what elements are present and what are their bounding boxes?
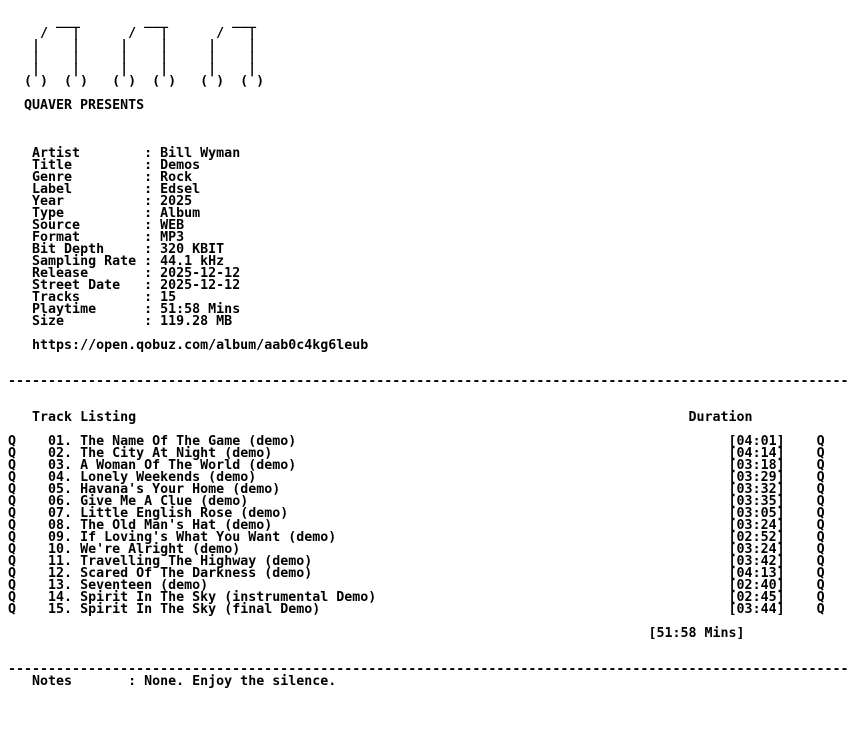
row-marker: Q xyxy=(8,494,17,509)
info-value: Rock xyxy=(160,170,193,185)
row-marker: Q xyxy=(8,434,17,449)
info-key: Playtime xyxy=(32,302,97,317)
info-key: Type xyxy=(32,206,65,221)
info-key: Size xyxy=(32,314,65,329)
row-marker: Q xyxy=(8,470,17,485)
track-number: 13. xyxy=(48,578,73,593)
row-marker: Q xyxy=(8,602,17,617)
track-duration: [02:45] xyxy=(728,590,785,605)
track-title: The Name Of The Game (demo) xyxy=(80,434,297,449)
track-duration: [03:42] xyxy=(728,554,785,569)
row-marker: Q xyxy=(8,554,17,569)
info-value: 44.1 kHz xyxy=(160,254,225,269)
row-marker: Q xyxy=(816,602,825,617)
url-line xyxy=(8,340,849,352)
track-number: 14. xyxy=(48,590,73,605)
track-title: Havana's Your Home (demo) xyxy=(80,482,281,497)
track-duration: [03:29] xyxy=(728,470,785,485)
info-row: Title : Demos xyxy=(32,158,201,173)
row-marker: Q xyxy=(816,554,825,569)
info-value: MP3 xyxy=(160,230,185,245)
info-key: Sampling Rate xyxy=(32,254,137,269)
info-key: Source xyxy=(32,218,81,233)
track-number: 15. xyxy=(48,602,73,617)
track-number: 07. xyxy=(48,506,73,521)
row-marker: Q xyxy=(8,482,17,497)
track-duration: [03:44] xyxy=(728,602,785,617)
track-duration: [04:01] xyxy=(728,434,785,449)
track-number: 01. xyxy=(48,434,73,449)
info-value: Bill Wyman xyxy=(160,146,241,161)
separator: --------------------------------------------------------------------------------------------------------- xyxy=(8,662,849,677)
row-marker: Q xyxy=(816,518,825,533)
info-key: Title xyxy=(32,158,73,173)
blank-line xyxy=(8,112,849,124)
info-row: Tracks : 15 xyxy=(32,290,177,305)
track-title: Spirit In The Sky (instrumental Demo) xyxy=(80,590,377,605)
nfo-text-document xyxy=(8,4,849,688)
presenter-line xyxy=(8,100,849,112)
info-row: Year : 2025 xyxy=(32,194,193,209)
blank-line xyxy=(8,352,849,364)
blank-line xyxy=(8,388,849,400)
total-playtime: [51:58 Mins] xyxy=(648,626,745,641)
info-value: 2025-12-12 xyxy=(160,278,241,293)
row-marker: Q xyxy=(816,458,825,473)
quaver-logo-art: | | | | | | xyxy=(8,50,257,65)
info-value: 2025-12-12 xyxy=(160,266,241,281)
track-duration: [04:13] xyxy=(728,566,785,581)
row-marker: Q xyxy=(816,482,825,497)
row-marker: Q xyxy=(816,590,825,605)
info-key: Release xyxy=(32,266,89,281)
blank-line xyxy=(8,124,849,136)
track-title: A Woman Of The World (demo) xyxy=(80,458,297,473)
row-marker: Q xyxy=(8,566,17,581)
row-marker: Q xyxy=(8,590,17,605)
track-listing-header xyxy=(8,412,849,424)
row-marker: Q xyxy=(816,530,825,545)
track-number: 09. xyxy=(48,530,73,545)
info-row: Type : Album xyxy=(32,206,201,221)
info-value: 119.28 MB xyxy=(160,314,233,329)
row-marker: Q xyxy=(8,530,17,545)
track-title: We're Alright (demo) xyxy=(80,542,241,557)
info-row: Sampling Rate : 44.1 kHz xyxy=(32,254,225,269)
info-key: Genre xyxy=(32,170,73,185)
row-marker: Q xyxy=(816,566,825,581)
track-duration: [03:05] xyxy=(728,506,785,521)
track-title: Scared Of The Darkness (demo) xyxy=(80,566,313,581)
row-marker: Q xyxy=(8,578,17,593)
track-title: Little English Rose (demo) xyxy=(80,506,289,521)
row-marker: Q xyxy=(816,470,825,485)
track-title: The Old Man's Hat (demo) xyxy=(80,518,273,533)
track-title: Spirit In The Sky (final Demo) xyxy=(80,602,321,617)
separator: --------------------------------------------------------------------------------------------------------- xyxy=(8,374,849,389)
info-value: Edsel xyxy=(160,182,201,197)
notes-value: : None. Enjoy the silence. xyxy=(128,674,337,689)
notes-line xyxy=(8,676,849,688)
info-row: Format : MP3 xyxy=(32,230,185,245)
track-title: Lonely Weekends (demo) xyxy=(80,470,257,485)
track-duration: [02:52] xyxy=(728,530,785,545)
info-row: Bit Depth : 320 KBIT xyxy=(32,242,225,257)
quaver-logo-art: ( ) ( ) ( ) ( ) ( ) ( ) xyxy=(8,74,265,89)
track-duration: [02:40] xyxy=(728,578,785,593)
info-key: Year xyxy=(32,194,65,209)
info-row: Label : Edsel xyxy=(32,182,201,197)
track-number: 06. xyxy=(48,494,73,509)
row-marker: Q xyxy=(816,578,825,593)
notes-label: Notes xyxy=(32,674,73,689)
track-duration: [03:24] xyxy=(728,542,785,557)
track-duration: [03:32] xyxy=(728,482,785,497)
info-value: 320 KBIT xyxy=(160,242,225,257)
info-row: Release : 2025-12-12 xyxy=(32,266,241,281)
album-link[interactable]: https://open.qobuz.com/album/aab0c4kg6leub xyxy=(32,338,369,353)
info-key: Format xyxy=(32,230,81,245)
track-listing-title: Track Listing xyxy=(32,410,137,425)
info-row: Source : WEB xyxy=(32,218,185,233)
row-marker: Q xyxy=(8,518,17,533)
info-value: 2025 xyxy=(160,194,193,209)
track-number: 04. xyxy=(48,470,73,485)
row-marker: Q xyxy=(816,446,825,461)
track-row xyxy=(8,604,849,616)
logo-row xyxy=(8,76,849,88)
quaver-logo-art: | | | | | | xyxy=(8,38,257,53)
track-duration: [04:14] xyxy=(728,446,785,461)
info-key: Bit Depth xyxy=(32,242,105,257)
track-number: 03. xyxy=(48,458,73,473)
track-number: 11. xyxy=(48,554,73,569)
row-marker: Q xyxy=(816,434,825,449)
info-row: Genre : Rock xyxy=(32,170,193,185)
quaver-logo-art: / | / | / | xyxy=(8,26,257,41)
info-key: Artist xyxy=(32,146,81,161)
info-key: Label xyxy=(32,182,73,197)
track-number: 05. xyxy=(48,482,73,497)
info-row: Artist : Bill Wyman xyxy=(32,146,241,161)
info-value: 51:58 Mins xyxy=(160,302,241,317)
presenter-text: QUAVER PRESENTS xyxy=(24,98,145,113)
info-key: Tracks xyxy=(32,290,81,305)
track-number: 12. xyxy=(48,566,73,581)
row-marker: Q xyxy=(8,446,17,461)
row-marker: Q xyxy=(8,506,17,521)
info-row: Playtime : 51:58 Mins xyxy=(32,302,241,317)
blank-line xyxy=(8,640,849,652)
quaver-logo-art: | | | | | | xyxy=(8,62,257,77)
info-key: Street Date xyxy=(32,278,121,293)
track-duration: [03:24] xyxy=(728,518,785,533)
track-number: 10. xyxy=(48,542,73,557)
info-value: 15 xyxy=(160,290,177,305)
duration-title: Duration xyxy=(688,410,753,425)
track-title: The City At Night (demo) xyxy=(80,446,273,461)
track-number: 08. xyxy=(48,518,73,533)
track-duration: [03:35] xyxy=(728,494,785,509)
row-marker: Q xyxy=(816,494,825,509)
total-line xyxy=(8,628,849,640)
info-row: Size : 119.28 MB xyxy=(32,314,233,329)
track-duration: [03:18] xyxy=(728,458,785,473)
info-value: Album xyxy=(160,206,201,221)
row-marker: Q xyxy=(816,506,825,521)
row-marker: Q xyxy=(8,542,17,557)
track-title: If Loving's What You Want (demo) xyxy=(80,530,337,545)
info-value: Demos xyxy=(160,158,201,173)
info-value: WEB xyxy=(160,218,185,233)
row-marker: Q xyxy=(8,458,17,473)
track-title: Give Me A Clue (demo) xyxy=(80,494,249,509)
track-number: 02. xyxy=(48,446,73,461)
quaver-logo-art: ___ ___ ___ xyxy=(8,14,257,29)
info-row: Street Date : 2025-12-12 xyxy=(32,278,241,293)
track-title: Travelling The Highway (demo) xyxy=(80,554,313,569)
row-marker: Q xyxy=(816,542,825,557)
track-title: Seventeen (demo) xyxy=(80,578,209,593)
